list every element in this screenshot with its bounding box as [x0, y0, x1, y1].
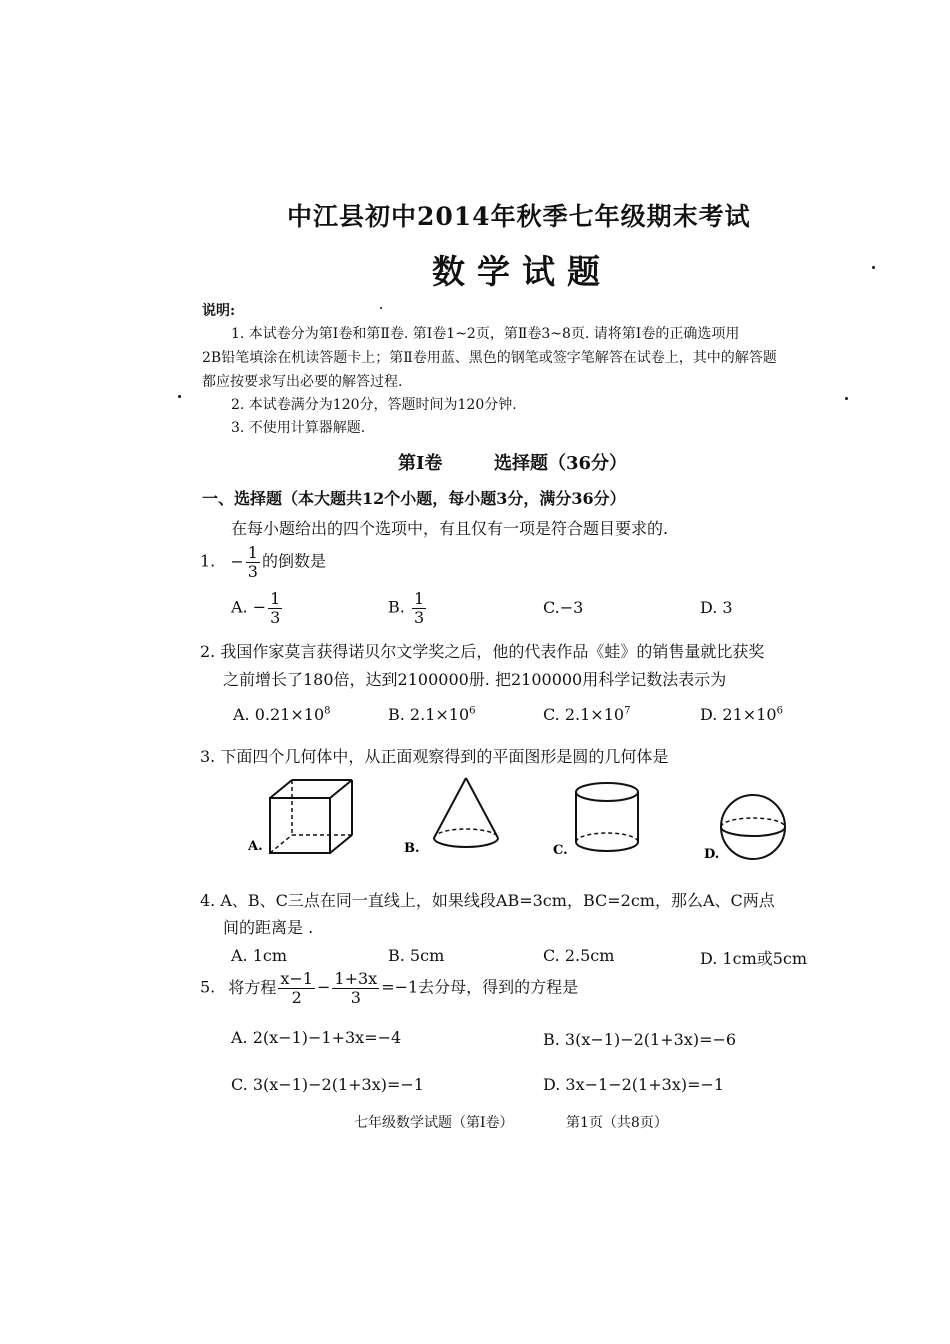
q1-option-a: A. − $\frac{1}{3}$: [231, 589, 281, 627]
q5-lead: 将方程: [228, 977, 277, 997]
sphere-label: D.: [704, 847, 720, 862]
cylinder-label: C.: [553, 843, 568, 858]
q3-figures: [0, 770, 950, 890]
question-4-line2: 间的距离是 .: [223, 918, 314, 937]
note-1b: 2B铅笔填涂在机读答题卡上；第Ⅱ卷用蓝、黑色的钢笔或签字笔解答在试卷上，其中的解答题: [202, 350, 777, 366]
q5-number: 5.: [200, 977, 216, 997]
q1-option-c: C.−3: [543, 598, 584, 617]
q1-option-d: D. 3: [700, 598, 733, 617]
q5-option-c: C. 3(x−1)−2(1+3x)=−1: [231, 1075, 424, 1094]
sphere-figure: [721, 795, 785, 859]
q5-option-b: B. 3(x−1)−2(1+3x)=−6: [543, 1030, 737, 1049]
q1-option-b: B. $\frac{1}{3}$: [388, 589, 425, 627]
q1-text: 的倒数是: [261, 551, 326, 571]
section-1-heading: 一、选择题（本大题共12个小题，每小题3分，满分36分）: [202, 489, 626, 508]
question-1: [200, 544, 326, 580]
q1-fraction: $\frac{1}{3}$: [247, 543, 258, 581]
part-1-label: 第Ⅰ卷: [398, 453, 443, 474]
part-1-title: 选择题（36分）: [494, 453, 628, 474]
note-1c: 都应按要求写出必要的解答过程.: [202, 374, 403, 390]
note-1a: 1. 本试卷分为第Ⅰ卷和第Ⅱ卷. 第Ⅰ卷1~2页，第Ⅱ卷3~8页. 请将第Ⅰ卷的正确选项用: [231, 326, 740, 342]
question-4-line1: 4. A、B、C三点在同一直线上，如果线段AB=3cm，BC=2cm，那么A、C两点: [200, 891, 775, 910]
section-1-instruction: 在每小题给出的四个选项中，有且仅有一项是符合题目要求的.: [231, 519, 669, 538]
scan-speck: [178, 395, 181, 398]
q5-tail: =−1去分母，得到的方程是: [381, 977, 579, 997]
q4-option-c: C. 2.5cm: [543, 946, 615, 965]
note-2: 2. 本试卷满分为120分，答题时间为120分钟.: [231, 397, 517, 413]
cone-label: B.: [404, 841, 420, 856]
q4-option-d: D. 1cm或5cm: [700, 949, 808, 968]
q2-option-b: B. $2.1\times 10^6$: [388, 705, 476, 724]
q2-option-c: C. $2.1\times 10^7$: [543, 705, 631, 724]
cone-figure: [434, 778, 498, 847]
q5-fraction-1: $\frac{x-1}{2}$: [280, 969, 313, 1007]
scan-speck: [845, 397, 848, 400]
q1-number: 1.: [200, 551, 216, 571]
q2-option-a: A. $0.21\times 10^8$: [233, 705, 331, 724]
question-2-line2: 之前增长了180倍，达到2100000册. 把2100000用科学记数法表示为: [223, 670, 727, 689]
question-5: 5. 将方程 $\frac{x-1}{2}$ − $\frac{1+3x}{3}$ =−1去分母，得到的方程是: [200, 969, 579, 1007]
q5-option-a: A. 2(x−1)−1+3x=−4: [231, 1028, 402, 1047]
scan-speck: [380, 307, 382, 309]
question-2-line1: 2. 我国作家莫言获得诺贝尔文学奖之后，他的代表作品《蛙》的销售量就比获奖: [200, 642, 765, 661]
scan-speck: [872, 266, 875, 269]
footer-right: 第1页（共8页）: [566, 1115, 668, 1131]
q5-option-d: D. 3x−1−2(1+3x)=−1: [543, 1075, 725, 1094]
note-3: 3. 不使用计算器解题.: [231, 420, 366, 436]
exam-subtitle: 数学试题: [432, 252, 612, 291]
cube-figure: [270, 780, 352, 853]
q2-option-d: D. $21\times 10^6$: [700, 705, 783, 724]
q5-fraction-2: $\frac{1+3x}{3}$: [334, 969, 378, 1007]
cube-label: A.: [248, 839, 263, 854]
cylinder-figure: [576, 783, 638, 851]
exam-title: 中江县初中2014年秋季七年级期末考试: [287, 202, 751, 231]
footer-left: 七年级数学试题（第Ⅰ卷）: [354, 1115, 514, 1131]
notes-label: 说明:: [202, 303, 236, 319]
q4-option-b: B. 5cm: [388, 946, 445, 965]
q1-sign: −: [230, 551, 244, 571]
q4-option-a: A. 1cm: [231, 946, 288, 965]
question-3: 3. 下面四个几何体中，从正面观察得到的平面图形是圆的几何体是: [200, 747, 669, 766]
